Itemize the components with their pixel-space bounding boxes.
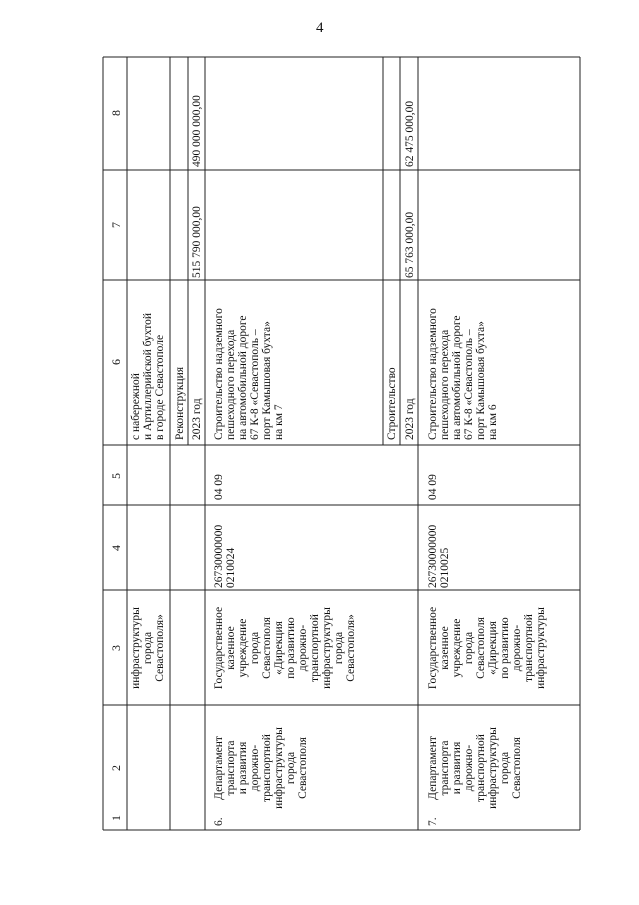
row-col6: на км 6 (487, 404, 499, 440)
row-col2: города (285, 751, 297, 785)
row-col6: на автомобильной дороге (237, 315, 249, 440)
column-header: 5 (109, 473, 123, 479)
continuation-col3: Севастополя» (154, 614, 166, 682)
row-col2: Севастополя (511, 737, 523, 799)
row-col3: Севастополя (475, 617, 487, 679)
row-type: Строительство (386, 367, 398, 440)
row-col3: Государственное (427, 606, 439, 690)
row-col3: инфраструктуры (535, 607, 547, 689)
row-col3: казенное (225, 626, 237, 670)
row-col4: 26730000000 (427, 524, 439, 588)
continuation-col7-sum: 515 790 000,00 (191, 206, 203, 278)
row-col6: Строительство надземного (213, 308, 225, 440)
column-header: 2 (109, 765, 123, 771)
row-col2: Департамент (213, 736, 225, 800)
row-year: 2023 год (404, 398, 416, 440)
row-col2: Департамент (427, 736, 439, 800)
row-col3: города (333, 631, 345, 665)
row-col2: транспортной (261, 734, 273, 802)
row-col3: транспортной (523, 614, 535, 682)
row-col4: 0210025 (439, 547, 451, 588)
row-col6: 67 К-8 «Севастополь – (249, 329, 261, 440)
row-col3: транспортной (309, 614, 321, 682)
row-col3: по развитию (499, 617, 511, 679)
row-col7-sum: 65 763 000,00 (404, 211, 416, 278)
column-header: 1 (109, 815, 123, 821)
row-col2: дорожно- (463, 744, 475, 792)
continuation-col3: города (142, 631, 154, 665)
row-col6: порт Камышовая бухта» (475, 321, 487, 440)
page-number: 4 (316, 20, 324, 36)
row-col2: транспорта (439, 740, 451, 796)
row-col6: пешеходного перехода (225, 329, 237, 440)
continuation-col3: инфраструктуры (130, 607, 142, 689)
row-col3: дорожно- (297, 624, 309, 672)
row-col2: инфраструктуры (487, 727, 499, 809)
column-header: 7 (109, 222, 123, 228)
row-col3: «Дирекция (487, 621, 499, 675)
row-col3: по развитию (285, 617, 297, 679)
row-col6: на км 7 (273, 404, 285, 440)
row-col3: Севастополя» (345, 614, 357, 682)
row-col4: 26730000000 (213, 524, 225, 588)
row-col6: пешеходного перехода (439, 329, 451, 440)
row-col6: порт Камышовая бухта» (261, 321, 273, 440)
row-col2: Севастополя (297, 737, 309, 799)
row-col3: учреждение (237, 618, 249, 678)
row-col3: казенное (439, 626, 451, 670)
row-col2: и развития (451, 741, 463, 795)
row-col3: Севастополя (261, 617, 273, 679)
row-col2: и развития (237, 741, 249, 795)
column-header: 4 (109, 545, 123, 551)
row-col2: инфраструктуры (273, 727, 285, 809)
row-col2: дорожно- (249, 744, 261, 792)
row-number: 7. (427, 817, 439, 826)
row-number: 6. (213, 817, 225, 826)
row-col6: 67 К-8 «Севастополь – (463, 329, 475, 440)
column-header: 3 (109, 645, 123, 651)
row-col3: учреждение (451, 618, 463, 678)
row-col2: транспортной (475, 734, 487, 802)
column-header: 6 (109, 359, 123, 365)
continuation-type: Реконструкция (174, 366, 186, 440)
continuation-col6: и Артиллерийской бухтой (142, 312, 154, 440)
row-col3: инфраструктуры (321, 607, 333, 689)
column-header: 8 (109, 110, 123, 116)
row-col5: 04 09 (427, 474, 439, 500)
row-col4: 0210024 (225, 547, 237, 588)
continuation-year: 2023 год (191, 398, 203, 440)
row-col3: дорожно- (511, 624, 523, 672)
row-col3: Государственное (213, 606, 225, 690)
table-grid (103, 57, 580, 830)
row-col3: города (463, 631, 475, 665)
row-col8-sum: 62 475 000,00 (404, 100, 416, 167)
row-col3: «Дирекция (273, 621, 285, 675)
row-col6: на автомобильной дороге (451, 315, 463, 440)
continuation-col6: с набережной (130, 373, 142, 440)
continuation-col8-sum: 490 000 000,00 (191, 95, 203, 167)
row-col5: 04 09 (213, 474, 225, 500)
row-col2: города (499, 751, 511, 785)
row-col6: Строительство надземного (427, 308, 439, 440)
row-col2: транспорта (225, 740, 237, 796)
table-text (109, 95, 547, 826)
continuation-col6: в городе Севастополе (154, 334, 166, 440)
row-col3: города (249, 631, 261, 665)
